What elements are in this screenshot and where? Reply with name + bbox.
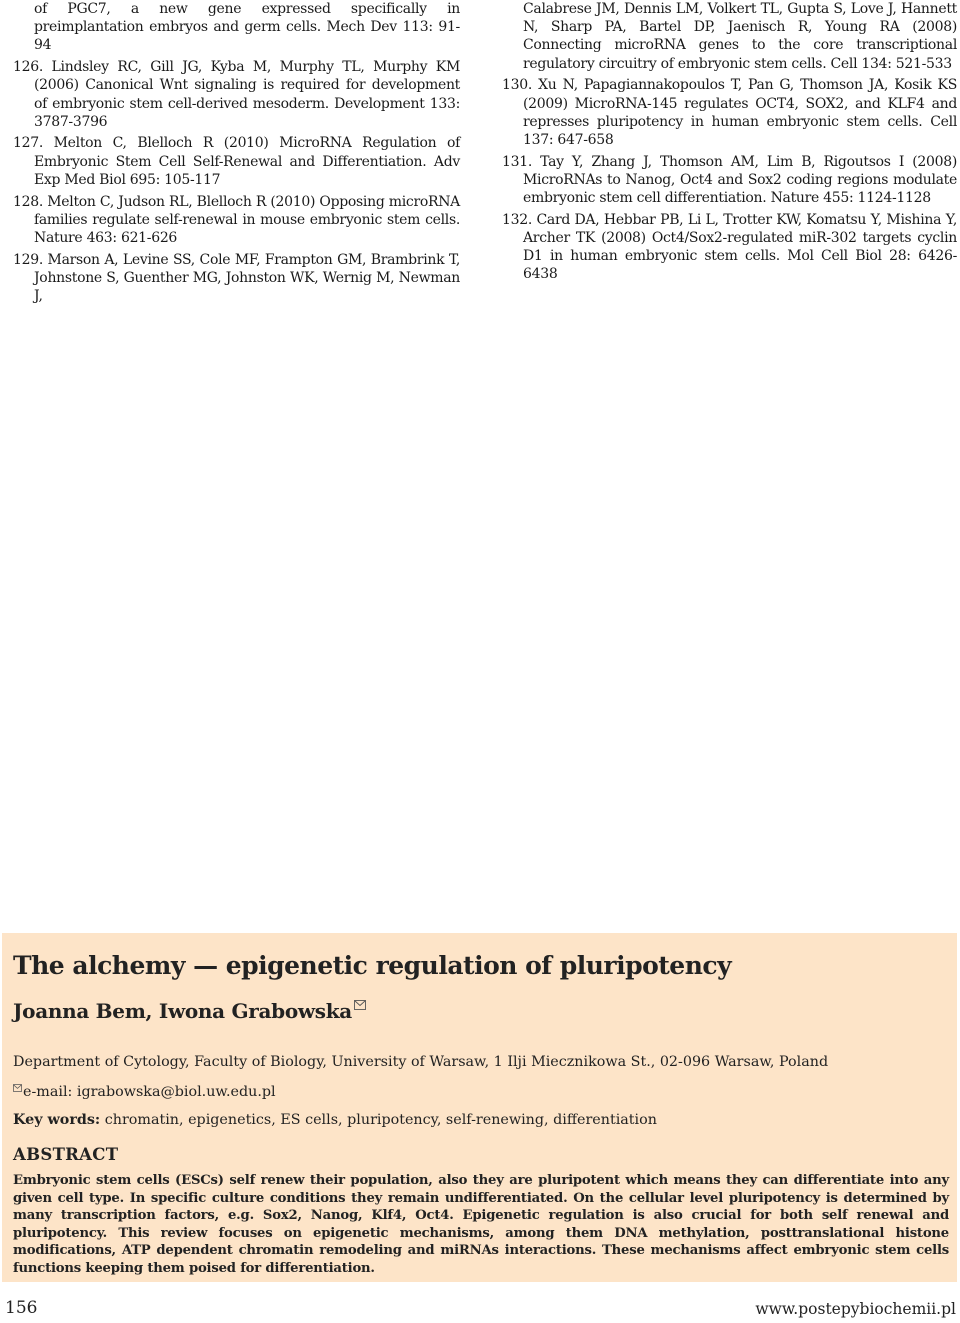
reference-129: 129. Marson A, Levine SS, Cole MF, Frampton GM, Brambrink T, Johnstone S, Guenther MG, Johnston WK, Wernig M, Newman J, [13,251,460,305]
abstract-heading: ABSTRACT [13,1145,119,1164]
page-number: 156 [5,1298,38,1318]
reference-127: 127. Melton C, Blelloch R (2010) MicroRNA Regulation of Embryonic Stem Cell Self-Renewal and Differentiation. Adv Exp Med Biol 695: 105-117 [13,135,460,188]
envelope-icon [13,1084,22,1092]
journal-website: www.postepybiochemii.pl [755,1300,956,1318]
department-affiliation: Department of Cytology, Faculty of Biology, University of Warsaw, 1 Ilji Miecznikowa St., 02-096 Warsaw, Poland [13,1054,829,1070]
reference-continuation: Calabrese JM, Dennis LM, Volkert TL, Gupta S, Love J, Hannett N, Sharp PA, Bartel DP, Jaenisch R, Young RA (2008) Connecting microRNA genes to the core transcriptional regulatory circuitry of embryonic stem cells. Cell 134: 521-533 [523,1,957,72]
email-text: e-mail: igrabowska@biol.uw.edu.pl [23,1084,276,1100]
contact-email [13,1084,276,1100]
article-title: The alchemy — epigenetic regulation of pluripotency [13,951,732,980]
references-left-column [13,0,460,305]
article-header-box [2,933,957,1282]
reference-130: 130. Xu N, Papagiannakopoulos T, Pan G, Thomson JA, Kosik KS (2009) MicroRNA-145 regulates OCT4, SOX2, and KLF4 and represses pluripotency in human embryonic stem cells. Cell 137: 647-658 [502,77,957,148]
reference-continuation: of PGC7, a new gene expressed specifically in preimplantation embryos and germ cells. Mech Dev 113: 91-94 [34,1,460,54]
authors-text: Joanna Bem, Iwona Grabowska [13,999,352,1023]
reference-132: 132. Card DA, Hebbar PB, Li L, Trotter KW, Komatsu Y, Mishina Y, Archer TK (2008) Oct4/Sox2-regulated miR-302 targets cyclin D1 in human embryonic stem cells. Mol Cell Biol 28: 6426-6438 [502,211,957,283]
reference-128: 128. Melton C, Judson RL, Blelloch R (2010) Opposing microRNA families regulate self-renewal in mouse embryonic stem cells. Nature 463: 621-626 [13,193,460,246]
references-right-column [502,0,957,284]
article-authors [13,999,366,1023]
keywords-label: Key words: [13,1112,101,1128]
abstract-text: Embryonic stem cells (ESCs) self renew their population, also they are pluripotent which means they can differentiate into any given cell type. In specific culture conditions they remain undifferentiated. On the cellular level pluripotency is determined by many transcription factors, e.g. Sox2, Nanog, Klf4, Oct4. Epigenetic regulation is also crucial for both self renewal and pluripotency. This review focuses on epigenetic mechanisms, among them DNA methylation, posttranslational histone modifications, ATP dependent chromatin remodeling and miRNAs interactions. These mechanisms affect embryonic stem cells functions keeping them poised for differentiation. [13,1173,949,1276]
reference-131: 131. Tay Y, Zhang J, Thomson AM, Lim B, Rigoutsos I (2008) MicroRNAs to Nanog, Oct4 and Sox2 coding regions modulate embryonic stem cell differentiation. Nature 455: 1124-1128 [502,153,957,207]
envelope-icon [354,1000,366,1010]
keywords [13,1112,657,1128]
reference-126: 126. Lindsley RC, Gill JG, Kyba M, Murphy TL, Murphy KM (2006) Canonical Wnt signaling is required for development of embryonic stem cell-derived mesoderm. Development 133: 3787-3796 [13,59,460,130]
keywords-list: chromatin, epigenetics, ES cells, pluripotency, self-renewing, differentiation [100,1112,657,1128]
